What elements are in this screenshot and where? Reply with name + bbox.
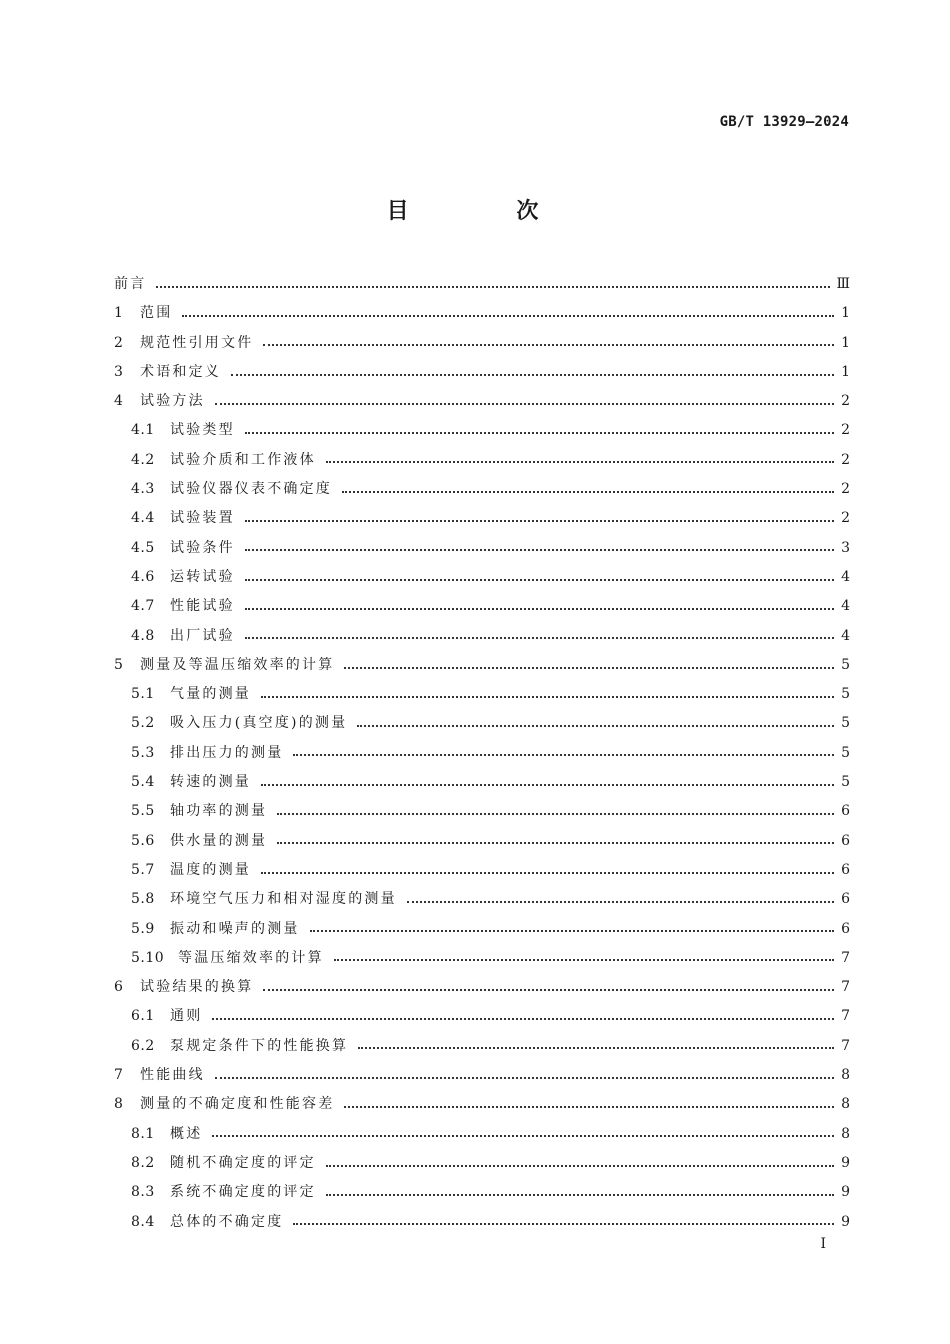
toc-entry-page: 6 bbox=[841, 803, 850, 820]
toc-entry-number: 4.3 bbox=[131, 481, 155, 498]
toc-entry[interactable] bbox=[114, 592, 850, 621]
toc-entry-number: 5.2 bbox=[131, 715, 155, 732]
toc-entry-label: 出厂试验 bbox=[170, 627, 235, 644]
toc-dot-leader bbox=[342, 483, 834, 497]
toc-entry-number: 4.8 bbox=[131, 627, 155, 644]
toc-entry[interactable] bbox=[114, 768, 850, 797]
toc-dot-leader bbox=[358, 1039, 834, 1053]
toc-entry[interactable] bbox=[114, 885, 850, 914]
toc-entry-label: 轴功率的测量 bbox=[170, 803, 268, 820]
toc-entry[interactable] bbox=[114, 563, 850, 592]
toc-entry-label: 泵规定条件下的性能换算 bbox=[170, 1037, 349, 1054]
toc-entry-number: 6 bbox=[114, 979, 124, 996]
toc-entry[interactable] bbox=[114, 709, 850, 738]
toc-dot-leader bbox=[344, 1098, 834, 1112]
toc-entry-number: 4 bbox=[114, 393, 124, 410]
toc-entry[interactable] bbox=[114, 680, 850, 709]
toc-dot-leader bbox=[407, 893, 834, 907]
toc-entry-label: 总体的不确定度 bbox=[170, 1213, 284, 1230]
toc-entry-label: 系统不确定度的评定 bbox=[170, 1184, 316, 1201]
toc-entry[interactable] bbox=[114, 329, 850, 358]
toc-entry-page: 9 bbox=[841, 1184, 850, 1201]
toc-entry[interactable] bbox=[114, 1090, 850, 1119]
toc-entry[interactable] bbox=[114, 1002, 850, 1031]
toc-dot-leader bbox=[326, 1186, 834, 1200]
page-number: I bbox=[820, 1236, 826, 1252]
toc-entry-number: 2 bbox=[114, 334, 124, 351]
toc-dot-leader bbox=[245, 571, 834, 585]
toc-dot-leader bbox=[344, 659, 834, 673]
toc-entry[interactable] bbox=[114, 1061, 850, 1090]
toc-entry-label: 通则 bbox=[170, 1008, 203, 1025]
toc-dot-leader bbox=[357, 717, 834, 731]
toc-entry-label: 等温压缩效率的计算 bbox=[178, 949, 324, 966]
toc-entry-page: 6 bbox=[841, 832, 850, 849]
toc-entry-page: 9 bbox=[841, 1154, 850, 1171]
toc-entry-number: 5 bbox=[114, 656, 124, 673]
toc-dot-leader bbox=[293, 746, 834, 760]
toc-entry-page: 5 bbox=[841, 744, 850, 761]
toc-entry-page: 2 bbox=[841, 510, 850, 527]
toc-entry[interactable] bbox=[114, 387, 850, 416]
toc-dot-leader bbox=[245, 600, 834, 614]
toc-entry-page: 1 bbox=[841, 305, 850, 322]
toc-entry[interactable] bbox=[114, 856, 850, 885]
toc-entry-label: 测量及等温压缩效率的计算 bbox=[140, 656, 335, 673]
toc-dot-leader bbox=[261, 688, 834, 702]
toc-entry-page: 6 bbox=[841, 920, 850, 937]
toc-entry-number: 5.8 bbox=[131, 891, 155, 908]
toc-entry-page: 1 bbox=[841, 334, 850, 351]
toc-entry[interactable] bbox=[114, 739, 850, 768]
standard-code: GB/T 13929—2024 bbox=[719, 114, 849, 130]
toc-entry[interactable] bbox=[114, 416, 850, 445]
toc-entry-number: 7 bbox=[114, 1067, 124, 1084]
toc-entry-label: 吸入压力(真空度)的测量 bbox=[170, 715, 348, 732]
toc-entry-number: 4.7 bbox=[131, 598, 155, 615]
toc-entry-label: 供水量的测量 bbox=[170, 832, 268, 849]
toc-entry-number: 5.7 bbox=[131, 861, 155, 878]
toc-entry-label: 随机不确定度的评定 bbox=[170, 1154, 316, 1171]
toc-entry-number: 5.10 bbox=[131, 949, 165, 966]
toc-dot-leader bbox=[212, 1127, 834, 1141]
toc-entry-label: 气量的测量 bbox=[170, 686, 251, 703]
toc-entry-label: 试验结果的换算 bbox=[140, 979, 254, 996]
toc-entry-number: 4.2 bbox=[131, 451, 155, 468]
toc-entry-number: 8.3 bbox=[131, 1184, 155, 1201]
toc-entry-number: 8.2 bbox=[131, 1154, 155, 1171]
toc-entry-label: 试验方法 bbox=[140, 393, 205, 410]
toc-entry-number: 5.1 bbox=[131, 686, 155, 703]
toc-entry-page: Ⅲ bbox=[836, 276, 850, 292]
toc-dot-leader bbox=[182, 307, 834, 321]
toc-entry-page: 3 bbox=[841, 539, 850, 556]
toc-entry-label: 温度的测量 bbox=[170, 861, 251, 878]
toc-entry[interactable] bbox=[114, 651, 850, 680]
toc-entry-page: 2 bbox=[841, 422, 850, 439]
toc-entry[interactable] bbox=[114, 446, 850, 475]
toc-entry[interactable] bbox=[114, 944, 850, 973]
toc-dot-leader bbox=[263, 981, 834, 995]
toc-entry-number: 1 bbox=[114, 305, 124, 322]
toc-entry-page: 4 bbox=[841, 627, 850, 644]
toc-dot-leader bbox=[263, 336, 834, 350]
toc-dot-leader bbox=[326, 1157, 834, 1171]
toc-entry-number: 4.4 bbox=[131, 510, 155, 527]
toc-entry-number: 8.4 bbox=[131, 1213, 155, 1230]
toc-entry[interactable] bbox=[114, 622, 850, 651]
toc-dot-leader bbox=[212, 1010, 834, 1024]
toc-dot-leader bbox=[156, 278, 830, 292]
toc-entry-label: 试验类型 bbox=[170, 422, 235, 439]
toc-entry-number: 4.5 bbox=[131, 539, 155, 556]
toc-entry[interactable] bbox=[114, 1178, 850, 1207]
toc-entry-number: 6.2 bbox=[131, 1037, 155, 1054]
toc-entry-page: 6 bbox=[841, 891, 850, 908]
page-title: 目 次 bbox=[386, 199, 589, 224]
toc-entry-label: 试验装置 bbox=[170, 510, 235, 527]
toc-entry-page: 9 bbox=[841, 1213, 850, 1230]
toc-entry-page: 7 bbox=[841, 1037, 850, 1054]
toc-entry[interactable] bbox=[114, 270, 850, 299]
toc-entry-number: 5.6 bbox=[131, 832, 155, 849]
toc-entry-number: 8.1 bbox=[131, 1125, 155, 1142]
toc-dot-leader bbox=[326, 453, 834, 467]
toc-entry-label: 测量的不确定度和性能容差 bbox=[140, 1096, 335, 1113]
toc-entry-page: 6 bbox=[841, 861, 850, 878]
toc-entry[interactable] bbox=[114, 1032, 850, 1061]
toc-entry-label: 概述 bbox=[170, 1125, 203, 1142]
toc-dot-leader bbox=[310, 922, 834, 936]
toc-entry-page: 1 bbox=[841, 363, 850, 380]
toc-entry-label: 转速的测量 bbox=[170, 774, 251, 791]
toc-entry-page: 8 bbox=[841, 1096, 850, 1113]
toc-entry-number: 3 bbox=[114, 363, 124, 380]
toc-entry-number: 5.9 bbox=[131, 920, 155, 937]
toc-entry[interactable] bbox=[114, 475, 850, 504]
toc-entry-page: 5 bbox=[841, 686, 850, 703]
toc-entry-page: 5 bbox=[841, 715, 850, 732]
toc-entry-label: 环境空气压力和相对湿度的测量 bbox=[170, 891, 397, 908]
toc-entry-page: 8 bbox=[841, 1125, 850, 1142]
toc-entry-number: 8 bbox=[114, 1096, 124, 1113]
toc-dot-leader bbox=[215, 395, 834, 409]
toc-entry[interactable] bbox=[114, 534, 850, 563]
toc-entry[interactable] bbox=[114, 973, 850, 1002]
toc-entry-label: 试验介质和工作液体 bbox=[170, 451, 316, 468]
toc-dot-leader bbox=[231, 366, 834, 380]
toc-entry-number: 6.1 bbox=[131, 1008, 155, 1025]
toc-entry-page: 4 bbox=[841, 568, 850, 585]
toc-dot-leader bbox=[334, 951, 834, 965]
toc-entry[interactable] bbox=[114, 797, 850, 826]
toc-entry-number: 4.1 bbox=[131, 422, 155, 439]
toc-entry-page: 2 bbox=[841, 451, 850, 468]
toc-dot-leader bbox=[245, 541, 834, 555]
toc-dot-leader bbox=[293, 1215, 834, 1229]
toc-entry-number: 4.6 bbox=[131, 568, 155, 585]
toc-dot-leader bbox=[277, 834, 834, 848]
toc-dot-leader bbox=[261, 776, 834, 790]
toc-entry-label: 性能曲线 bbox=[140, 1067, 205, 1084]
toc-dot-leader bbox=[277, 805, 834, 819]
toc-dot-leader bbox=[261, 864, 834, 878]
toc-entry-page: 7 bbox=[841, 949, 850, 966]
toc-entry-label: 规范性引用文件 bbox=[140, 334, 254, 351]
toc-entry-page: 7 bbox=[841, 979, 850, 996]
toc-entry-page: 5 bbox=[841, 656, 850, 673]
toc-entry-label: 性能试验 bbox=[170, 598, 235, 615]
toc-entry-label: 术语和定义 bbox=[140, 363, 221, 380]
toc-entry[interactable] bbox=[114, 504, 850, 533]
toc-entry-label: 前言 bbox=[114, 276, 147, 292]
toc-entry-page: 8 bbox=[841, 1067, 850, 1084]
toc-entry[interactable] bbox=[114, 827, 850, 856]
toc-entry[interactable] bbox=[114, 299, 850, 328]
toc-dot-leader bbox=[215, 1069, 834, 1083]
toc-dot-leader bbox=[245, 424, 834, 438]
toc-entry-label: 试验条件 bbox=[170, 539, 235, 556]
toc-entry[interactable] bbox=[114, 1208, 850, 1237]
toc-entry-page: 5 bbox=[841, 774, 850, 791]
toc-entry-page: 2 bbox=[841, 393, 850, 410]
toc-entry[interactable] bbox=[114, 915, 850, 944]
toc-entry[interactable] bbox=[114, 1149, 850, 1178]
toc-dot-leader bbox=[245, 512, 834, 526]
toc-entry-label: 排出压力的测量 bbox=[170, 744, 284, 761]
toc-entry-label: 振动和噪声的测量 bbox=[170, 920, 300, 937]
toc-entry-number: 5.4 bbox=[131, 774, 155, 791]
toc-dot-leader bbox=[245, 629, 834, 643]
toc-entry[interactable] bbox=[114, 358, 850, 387]
toc-entry-label: 试验仪器仪表不确定度 bbox=[170, 481, 332, 498]
toc-entry-page: 7 bbox=[841, 1008, 850, 1025]
toc-entry[interactable] bbox=[114, 1120, 850, 1149]
toc-entry-label: 范围 bbox=[140, 305, 173, 322]
toc-entry-page: 4 bbox=[841, 598, 850, 615]
toc-entry-label: 运转试验 bbox=[170, 568, 235, 585]
table-of-contents bbox=[114, 270, 850, 1237]
toc-entry-number: 5.3 bbox=[131, 744, 155, 761]
toc-entry-number: 5.5 bbox=[131, 803, 155, 820]
toc-entry-page: 2 bbox=[841, 481, 850, 498]
